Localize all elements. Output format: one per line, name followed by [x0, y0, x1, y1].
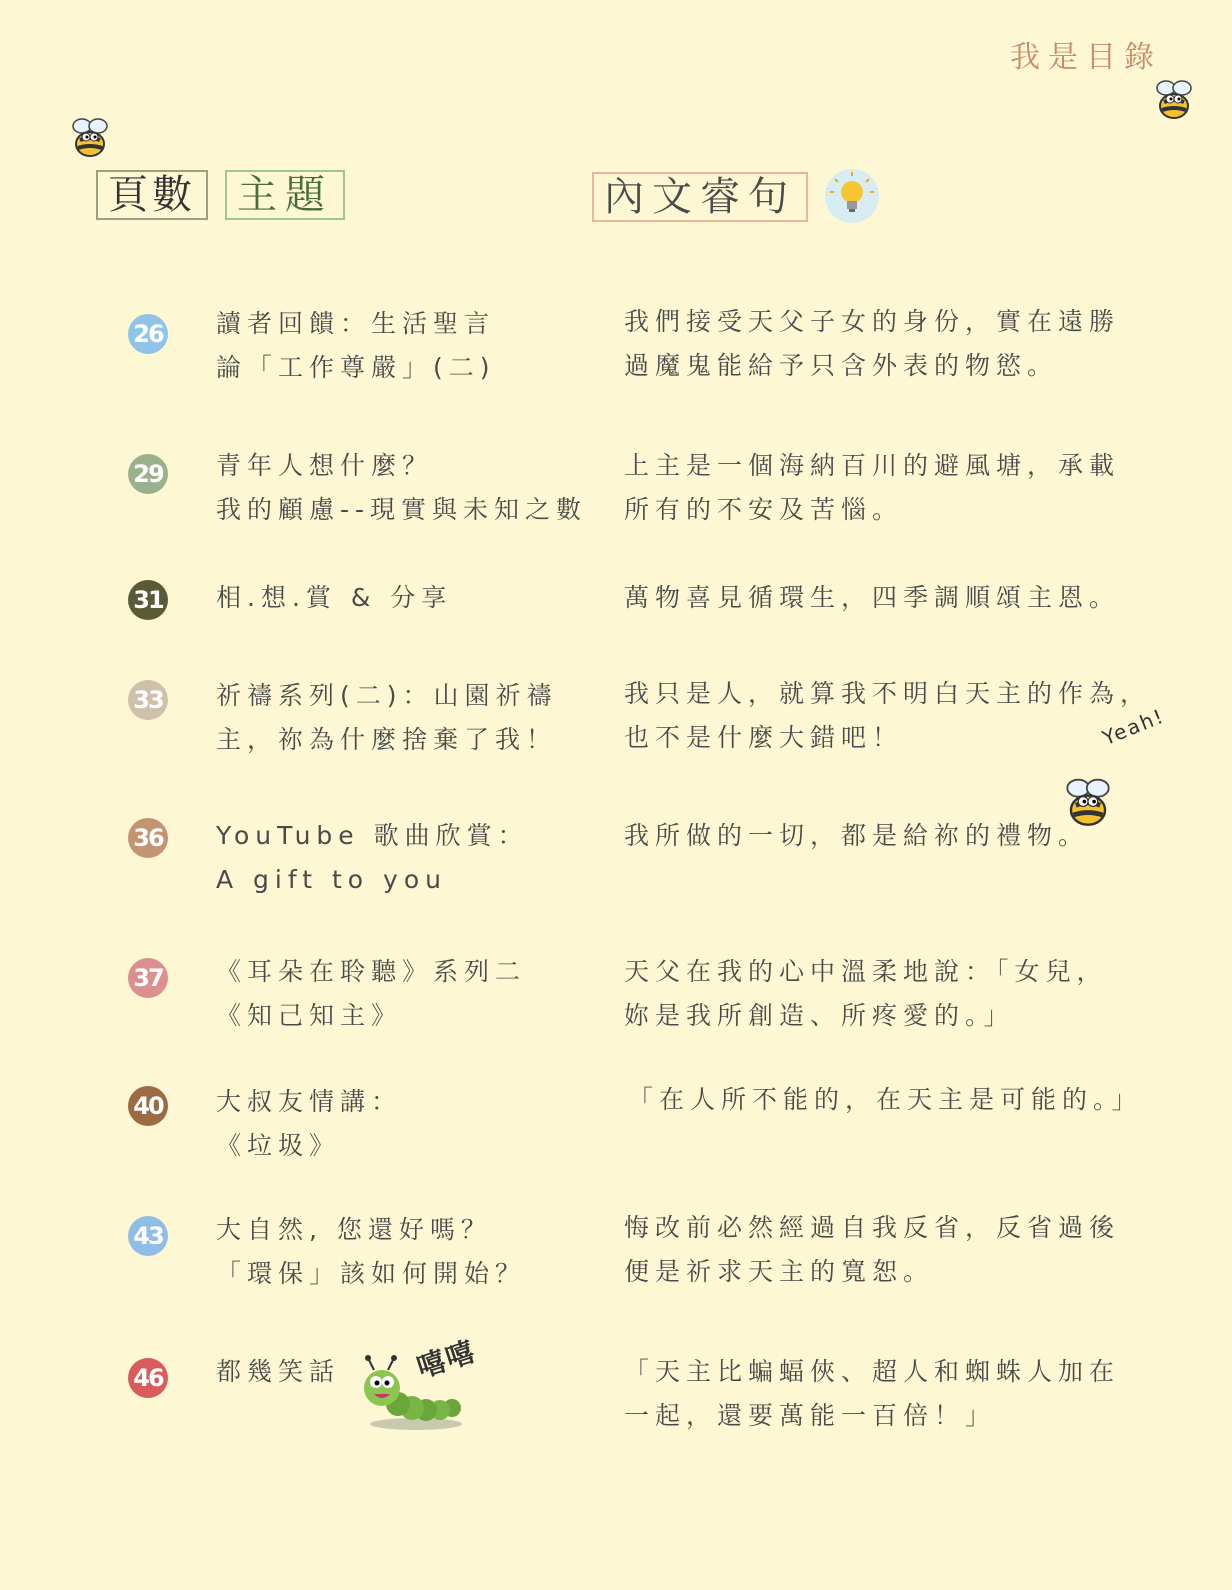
topic-line: 青年人想什麼？	[216, 451, 434, 480]
bee-icon	[64, 116, 116, 162]
quote-line: 上主是一個海納百川的避風塘，承載	[624, 451, 1121, 480]
page-number-badge: 37	[128, 958, 168, 998]
page-number-badge: 26	[128, 314, 168, 354]
quote-line: 也不是什麼大錯吧！	[624, 723, 904, 752]
quote-text	[624, 300, 1120, 388]
topic-text	[216, 1080, 402, 1168]
quote-text	[624, 1206, 1120, 1294]
quote-line: 一起，還要萬能一百倍！」	[624, 1401, 997, 1430]
topic-text	[216, 302, 496, 390]
header-topic: 主題	[225, 170, 345, 220]
quote-line: 我所做的一切，都是給祢的禮物。	[624, 821, 1090, 850]
quote-line: 所有的不安及苦惱。	[624, 495, 904, 524]
topic-text	[216, 576, 452, 620]
topic-line: 我的顧慮--現實與未知之數	[216, 495, 588, 524]
topic-line: 讀者回饋：生活聖言	[216, 309, 496, 338]
quote-line: 「在人所不能的，在天主是可能的。」	[628, 1085, 1143, 1114]
topic-line: 祈禱系列(二)：山園祈禱	[216, 681, 558, 710]
quote-text	[624, 1350, 1120, 1438]
topic-line: 大叔友情講：	[216, 1087, 403, 1116]
page-title: 我是目錄	[1010, 40, 1162, 75]
quote-line: 天父在我的心中溫柔地說：「女兒，	[624, 957, 1108, 986]
topic-line: 「環保」該如何開始？	[216, 1259, 527, 1288]
topic-line: 《垃圾》	[216, 1131, 341, 1160]
topic-line: 論「工作尊嚴」(二)	[216, 353, 496, 382]
quote-text	[628, 1078, 1143, 1122]
topic-line: 《知己知主》	[216, 1001, 403, 1030]
topic-line: 主，祢為什麼捨棄了我！	[216, 725, 558, 754]
bee-icon	[1148, 78, 1200, 124]
page-number-badge: 29	[128, 454, 168, 494]
quote-line: 我們接受天父子女的身份，實在遠勝	[624, 307, 1121, 336]
quote-line: 悔改前必然經過自我反省，反省過後	[624, 1213, 1121, 1242]
topic-line: A gift to you	[216, 865, 447, 894]
topic-line: YouTube 歌曲欣賞：	[216, 821, 529, 850]
page-number-badge: 43	[128, 1216, 168, 1256]
quote-line: 便是祈求天主的寬恕。	[624, 1257, 935, 1286]
quote-line: 我只是人，就算我不明白天主的作為，	[624, 679, 1152, 708]
quote-text	[624, 672, 1151, 760]
topic-line: 相.想.賞 & 分享	[216, 583, 453, 612]
topic-text	[216, 814, 529, 902]
lightbulb-icon	[824, 168, 880, 224]
page-number-badge: 46	[128, 1358, 168, 1398]
quote-line: 萬物喜見循環生，四季調順頌主恩。	[624, 583, 1121, 612]
quote-text	[624, 814, 1089, 858]
quote-text	[624, 576, 1120, 620]
quote-line: 妳是我所創造、所疼愛的。」	[624, 1001, 1015, 1030]
header-page: 頁數	[96, 170, 208, 220]
topic-text	[216, 1350, 340, 1394]
page-number-badge: 40	[128, 1086, 168, 1126]
hehe-text: 嘻嘻	[412, 1334, 481, 1385]
topic-text	[216, 950, 526, 1038]
topic-line: 都幾笑話	[216, 1357, 341, 1386]
topic-text	[216, 444, 587, 532]
page-number-badge: 31	[128, 580, 168, 620]
topic-line: 《耳朵在聆聽》系列二	[216, 957, 527, 986]
page-number-badge: 33	[128, 680, 168, 720]
yeah-text: Yeah!	[1099, 703, 1169, 750]
header-quote: 內文睿句	[592, 172, 808, 222]
quote-text	[624, 444, 1120, 532]
topic-text	[216, 674, 558, 762]
page-number-badge: 36	[128, 818, 168, 858]
topic-line: 大自然, 您還好嗎？	[216, 1215, 492, 1244]
quote-text	[624, 950, 1108, 1038]
topic-text	[216, 1208, 526, 1296]
quote-line: 「天主比蝙蝠俠、超人和蜘蛛人加在	[624, 1357, 1121, 1386]
quote-line: 過魔鬼能給予只含外表的物慾。	[624, 351, 1059, 380]
